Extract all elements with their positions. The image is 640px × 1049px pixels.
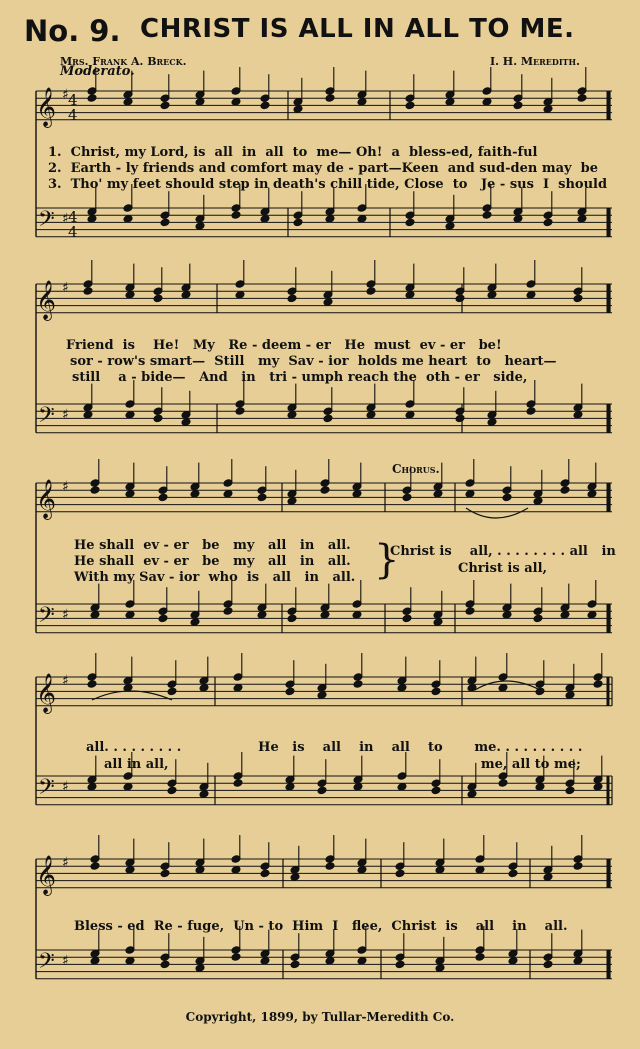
system-1-bass-note (87, 214, 97, 223)
system-5-treble-note (357, 865, 367, 874)
system-1-bass-note (357, 214, 367, 223)
system-5-treble-clef-icon: 𝄞 (36, 855, 57, 895)
system-5-bass-note (125, 956, 135, 965)
system-5-bass-note (435, 964, 445, 973)
system-3-treble-note (433, 489, 443, 498)
system-3-treble-note (352, 489, 362, 498)
system-4-treble-note (233, 683, 243, 692)
system-3-treble-note (560, 486, 570, 495)
system-4-treble-note (167, 687, 177, 696)
system-5-treble-note (195, 865, 205, 874)
system-3-bass-note (320, 610, 330, 619)
system-4-bass-note (397, 782, 407, 791)
system-5-bass-note (260, 956, 270, 965)
lyric-line-3-verse-2: He shall ev - er be my all in all. (74, 554, 351, 569)
system-2-treble-note (405, 290, 415, 299)
system-1-treble-note (445, 97, 455, 106)
system-1-bass-note (543, 218, 553, 227)
system-3-treble-note (465, 489, 475, 498)
system-3-bass-note (257, 610, 267, 619)
system-3-bass-note (90, 610, 100, 619)
system-1-treble-note (195, 97, 205, 106)
system-3-treble-note (502, 493, 512, 502)
system-2-bass-note (573, 410, 583, 419)
lyric-line-1-verse-1: 1. Christ, my Lord, is all in all to me— Oh! a bless-ed, faith-ful (48, 145, 538, 160)
system-5-treble-note (90, 862, 100, 871)
system-1-bass-note (445, 222, 455, 231)
system-2-bass-note (323, 414, 333, 423)
system-3-treble-clef-icon: 𝄞 (36, 479, 57, 519)
system-3-bass-note (433, 618, 443, 627)
lyric-line-3-verse-1: He shall ev - er be my all in all. (74, 538, 351, 553)
system-5-bass-note (231, 953, 241, 962)
system-1-bass-note (482, 211, 492, 220)
system-5-bass-note (325, 956, 335, 965)
system-1-bass-note (513, 214, 523, 223)
system-5-bass-note (357, 956, 367, 965)
system-3-treble-note (125, 489, 135, 498)
system-2-treble-note (83, 287, 93, 296)
system-5-bass-note (543, 960, 553, 969)
system-5-key-sharp-icon: ♯ (62, 953, 69, 969)
system-5-treble-note (395, 869, 405, 878)
system-1-treble-note (260, 101, 270, 110)
system-5-bass-note (395, 960, 405, 969)
system-3-bass-note (158, 614, 168, 623)
lyric-chorus-line-1: Christ is all, . . . . . . . . all in (390, 544, 616, 559)
system-1-treble-note (513, 101, 523, 110)
system-2-treble-note (487, 290, 497, 299)
system-4-bass-note (431, 786, 441, 795)
system-4-treble-note (467, 683, 477, 692)
time-sig-bottom: 4 (68, 223, 78, 241)
system-4-bass-note (123, 782, 133, 791)
lyric-line-2-verse-3: still a - bide— And in tri - umph reach the oth - er side, (72, 370, 528, 385)
system-1-bass-note (260, 214, 270, 223)
system-1-treble-note (482, 97, 492, 106)
system-3-key-sharp-icon: ♯ (62, 607, 69, 623)
system-1-bass-note (293, 218, 303, 227)
system-1-bass-note (160, 218, 170, 227)
system-3-bass-note (502, 610, 512, 619)
system-3-key-sharp-icon: ♯ (62, 479, 69, 495)
system-4-treble-note (565, 691, 575, 700)
system-4-bass-note (498, 779, 508, 788)
system-4-treble-note (285, 687, 295, 696)
system-2-bass-note (235, 407, 245, 416)
system-5-treble-note (231, 865, 241, 874)
system-1-bass-note (231, 211, 241, 220)
system-5-treble-note (290, 873, 300, 882)
system-4-treble-note (353, 680, 363, 689)
system-1-bass-note (325, 214, 335, 223)
lyricist-credit: Mrs. Frank A. Breck. (60, 55, 187, 68)
verse-bracket: } (374, 537, 400, 583)
system-5-bass-note (160, 960, 170, 969)
system-5-key-sharp-icon: ♯ (62, 855, 69, 871)
system-4-bass-note (593, 782, 603, 791)
system-3-treble-note (320, 486, 330, 495)
system-4-bass-note (467, 790, 477, 799)
system-4-key-sharp-icon: ♯ (62, 779, 69, 795)
system-3-treble-note (90, 486, 100, 495)
system-2-bass-note (287, 410, 297, 419)
system-3-bass-note (465, 607, 475, 616)
system-4-bass-note (353, 782, 363, 791)
system-2-treble-note (125, 290, 135, 299)
system-5-treble-note (508, 869, 518, 878)
system-5-bass-note (573, 956, 583, 965)
system-1-treble-note (405, 101, 415, 110)
lyric-chorus-line-2: Christ is all, (458, 561, 548, 576)
system-5-bass-note (290, 960, 300, 969)
system-3-treble-note (257, 493, 267, 502)
system-3-treble-note (587, 489, 597, 498)
hymn-number: No. 9. (24, 14, 121, 48)
system-1-treble-note (543, 105, 553, 114)
system-5-treble-note (475, 865, 485, 874)
system-2-treble-note (287, 294, 297, 303)
system-5-bass-note (508, 956, 518, 965)
system-2-bass-note (487, 418, 497, 427)
system-2-treble-note (323, 298, 333, 307)
system-3-bass-note (352, 610, 362, 619)
time-sig-top: 4 (68, 91, 78, 109)
system-2-treble-clef-icon: 𝄞 (36, 280, 57, 320)
system-5-bass-clef-icon: 𝄢 (38, 949, 55, 979)
system-1-treble-note (325, 94, 335, 103)
chorus-slur (466, 508, 528, 518)
system-5-bass-note (90, 956, 100, 965)
system-4-bass-note (87, 782, 97, 791)
system-4-bass-clef-icon: 𝄢 (38, 775, 55, 805)
system-3-treble-note (190, 489, 200, 498)
system-3-bass-note (560, 610, 570, 619)
system-5-treble-note (573, 862, 583, 871)
system-2-treble-note (153, 294, 163, 303)
system-2-bass-clef-icon: 𝄢 (38, 403, 55, 433)
time-sig-top: 4 (68, 208, 78, 226)
system-1-key-sharp-icon: ♯ (62, 211, 69, 227)
system-4-treble-note (199, 683, 209, 692)
system-1-treble-note (87, 94, 97, 103)
system-2-bass-note (526, 407, 536, 416)
system-3-bass-note (533, 614, 543, 623)
tempo-marking: Moderato. (60, 64, 135, 79)
lyric-line-3-verse-3: With my Sav - ior who is all in all. (74, 570, 356, 585)
system-5-treble-note (160, 869, 170, 878)
system-2-key-sharp-icon: ♯ (62, 280, 69, 296)
tie-slur (475, 681, 540, 690)
system-1-treble-note (123, 97, 133, 106)
system-1-key-sharp-icon: ♯ (62, 87, 69, 103)
lyric-line-2-verse-1: Friend is He! My Re - deem - er He must ev - er be! (66, 338, 502, 353)
system-3-bass-note (587, 610, 597, 619)
lyric-line-4-part-2: all in all, me, all to me; (104, 757, 581, 772)
system-3-bass-note (402, 614, 412, 623)
system-2-treble-note (455, 294, 465, 303)
system-1-treble-note (357, 97, 367, 106)
system-3-bass-clef-icon: 𝄢 (38, 603, 55, 633)
system-1-treble-clef-icon: 𝄞 (36, 87, 57, 127)
system-1-bass-clef-icon: 𝄢 (38, 207, 55, 237)
system-3-treble-note (287, 497, 297, 506)
hymn-title: CHRIST IS ALL IN ALL TO ME. (140, 14, 575, 44)
system-5-treble-note (260, 869, 270, 878)
system-5-bass-note (475, 953, 485, 962)
time-sig-bottom: 4 (68, 106, 78, 124)
system-1-bass-note (577, 214, 587, 223)
system-2-bass-note (455, 414, 465, 423)
system-4-bass-note (565, 786, 575, 795)
composer-credit: I. H. Meredith. (490, 55, 580, 68)
system-3-treble-note (402, 493, 412, 502)
system-4-bass-note (199, 790, 209, 799)
system-4-treble-note (431, 687, 441, 696)
system-3-bass-note (190, 618, 200, 627)
system-1-treble-note (231, 97, 241, 106)
lyric-line-5: Bless - ed Re - fuge, Un - to Him I flee, Christ is all in all. (74, 919, 568, 934)
system-2-bass-note (405, 410, 415, 419)
chorus-label: Chorus. (392, 462, 440, 476)
system-2-bass-note (153, 414, 163, 423)
system-3-treble-note (158, 493, 168, 502)
system-2-bass-note (125, 410, 135, 419)
system-4-bass-note (535, 782, 545, 791)
lyric-line-1-verse-3: 3. Tho' my feet should step in death's chill tide, Close to Je - sus I should (48, 177, 608, 192)
system-4-bass-note (317, 786, 327, 795)
system-1-bass-note (405, 218, 415, 227)
system-4-treble-clef-icon: 𝄞 (36, 673, 57, 713)
system-1-bass-note (195, 222, 205, 231)
system-2-bass-note (83, 410, 93, 419)
system-4-treble-note (317, 691, 327, 700)
system-5-treble-note (325, 862, 335, 871)
system-2-treble-note (366, 287, 376, 296)
system-4-bass-note (233, 779, 243, 788)
system-2-treble-note (526, 290, 536, 299)
system-4-treble-note (397, 683, 407, 692)
system-4-treble-note (593, 680, 603, 689)
system-4-bass-note (285, 782, 295, 791)
system-4-key-sharp-icon: ♯ (62, 673, 69, 689)
lyric-line-1-verse-2: 2. Earth - ly friends and comfort may de - part—Keen and sud-den may be (48, 161, 598, 176)
system-1-treble-note (577, 94, 587, 103)
system-1-treble-note (160, 101, 170, 110)
system-5-bass-note (195, 964, 205, 973)
system-2-treble-note (573, 294, 583, 303)
system-2-treble-note (181, 290, 191, 299)
system-4-treble-note (498, 683, 508, 692)
lyric-line-2-verse-2: sor - row's smart— Still my Sav - ior holds me heart to heart— (70, 354, 557, 369)
system-1-bass-note (123, 214, 133, 223)
system-2-key-sharp-icon: ♯ (62, 407, 69, 423)
system-3-bass-note (125, 610, 135, 619)
system-1-treble-note (293, 105, 303, 114)
system-3-treble-note (533, 497, 543, 506)
lyric-line-4-part-1: all. . . . . . . . . He is all in all to me. . . . . . . . . . (86, 740, 583, 755)
copyright-notice: Copyright, 1899, by Tullar-Meredith Co. (185, 1010, 455, 1024)
system-3-bass-note (223, 607, 233, 616)
system-2-treble-note (235, 290, 245, 299)
system-2-bass-note (181, 418, 191, 427)
system-2-bass-note (366, 410, 376, 419)
system-3-treble-note (223, 489, 233, 498)
system-4-bass-note (167, 786, 177, 795)
system-5-treble-note (125, 865, 135, 874)
system-3-bass-note (287, 614, 297, 623)
system-4-treble-note (87, 680, 97, 689)
system-5-treble-note (435, 865, 445, 874)
system-5-treble-note (543, 873, 553, 882)
